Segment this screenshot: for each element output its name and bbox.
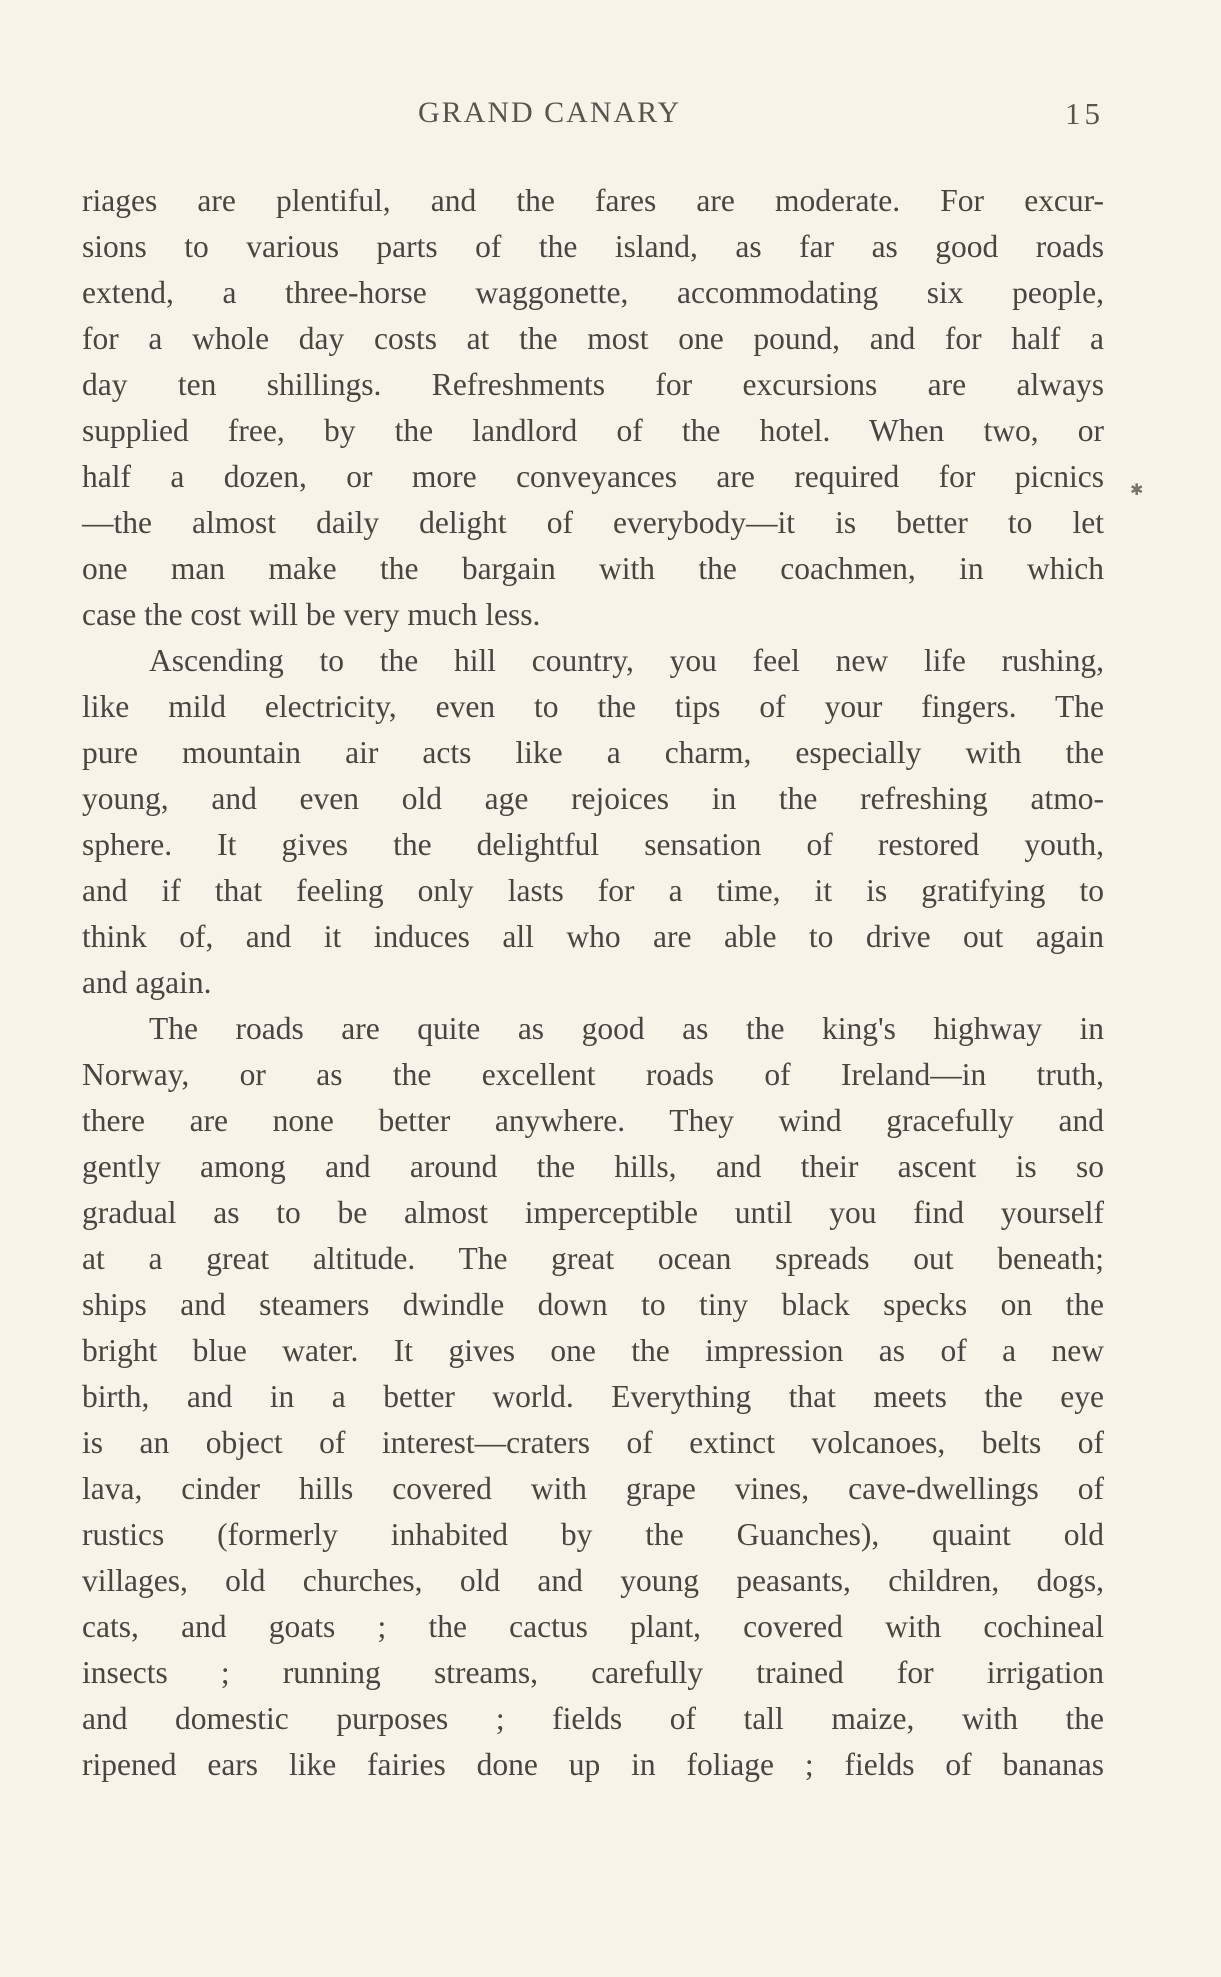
text-line: half a dozen, or more conveyances are required for picnics	[82, 459, 1104, 494]
text-line: pure mountain air acts like a charm, especially with the	[82, 735, 1104, 770]
text-line: sphere. It gives the delightful sensation of restored youth,	[82, 827, 1104, 862]
text-line: Ascending to the hill country, you feel new life rushing,	[149, 643, 1104, 678]
text-line: young, and even old age rejoices in the refreshing atmo-	[82, 781, 1104, 816]
text-line: ripened ears like fairies done up in foliage ; fields of bananas	[82, 1747, 1104, 1782]
text-line: cats, and goats ; the cactus plant, covered with cochineal	[82, 1609, 1104, 1644]
paragraph-1	[82, 178, 1104, 638]
text-line: riages are plentiful, and the fares are moderate. For excur-	[82, 183, 1104, 218]
text-line: lava, cinder hills covered with grape vines, cave-dwellings of	[82, 1471, 1104, 1506]
text-line: one man make the bargain with the coachmen, in which	[82, 551, 1104, 586]
text-line: think of, and it induces all who are able to drive out again	[82, 919, 1104, 954]
body-text	[82, 178, 1104, 1788]
text-line: rustics (formerly inhabited by the Guanches), quaint old	[82, 1517, 1104, 1552]
text-line: Norway, or as the excellent roads of Ireland—in truth,	[82, 1057, 1104, 1092]
text-line: The roads are quite as good as the king's highway in	[149, 1011, 1104, 1046]
text-line: day ten shillings. Refreshments for excursions are always	[82, 367, 1104, 402]
running-head: GRAND CANARY	[418, 96, 682, 129]
text-line: gradual as to be almost imperceptible until you find yourself	[82, 1195, 1104, 1230]
text-line: for a whole day costs at the most one pound, and for half a	[82, 321, 1104, 356]
margin-mark: ✱	[1130, 482, 1144, 499]
text-line: is an object of interest—craters of extinct volcanoes, belts of	[82, 1425, 1104, 1460]
text-line: extend, a three-horse waggonette, accommodating six people,	[82, 275, 1104, 310]
text-line: and domestic purposes ; fields of tall maize, with the	[82, 1701, 1104, 1736]
text-line: birth, and in a better world. Everything that meets the eye	[82, 1379, 1104, 1414]
text-line: and if that feeling only lasts for a time, it is gratifying to	[82, 873, 1104, 908]
paragraph-3	[82, 1006, 1104, 1788]
page-header	[82, 96, 1104, 140]
text-line: supplied free, by the landlord of the hotel. When two, or	[82, 413, 1104, 448]
text-line: sions to various parts of the island, as far as good roads	[82, 229, 1104, 264]
text-line: —the almost daily delight of everybody—it is better to let	[82, 505, 1104, 540]
paragraph-2	[82, 638, 1104, 1006]
text-line: insects ; running streams, carefully trained for irrigation	[82, 1655, 1104, 1690]
page-number: 15	[1065, 96, 1104, 131]
text-line: case the cost will be very much less.	[82, 597, 541, 632]
text-line: ships and steamers dwindle down to tiny black specks on the	[82, 1287, 1104, 1322]
text-line: there are none better anywhere. They wind gracefully and	[82, 1103, 1104, 1138]
text-line: like mild electricity, even to the tips of your fingers. The	[82, 689, 1104, 724]
text-line: villages, old churches, old and young peasants, children, dogs,	[82, 1563, 1104, 1598]
text-line: bright blue water. It gives one the impression as of a new	[82, 1333, 1104, 1368]
text-line: at a great altitude. The great ocean spreads out beneath;	[82, 1241, 1104, 1276]
text-line: gently among and around the hills, and their ascent is so	[82, 1149, 1104, 1184]
text-line: and again.	[82, 965, 212, 1000]
